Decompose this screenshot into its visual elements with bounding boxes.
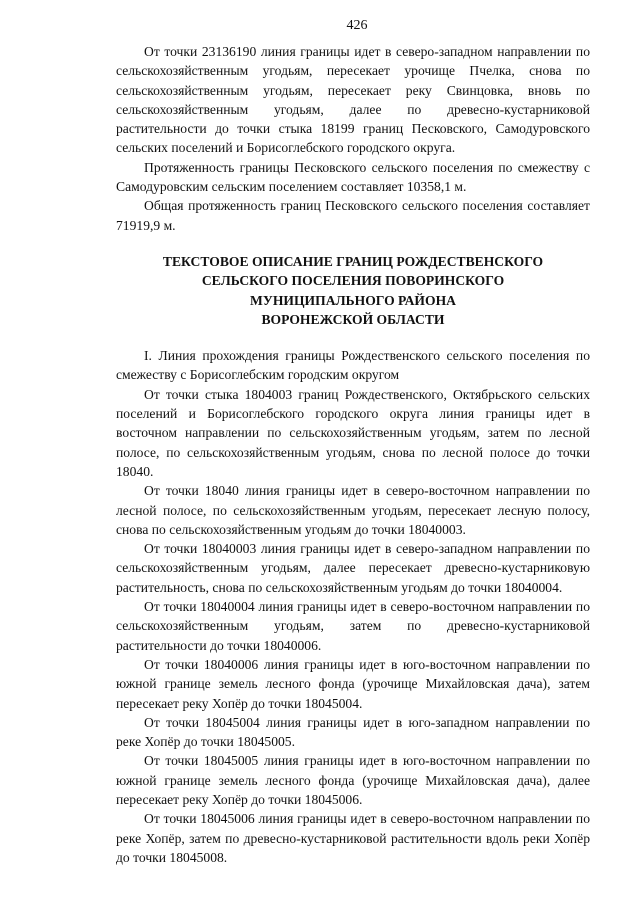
paragraph: От точки 18040003 линия границы идет в северо-западном направлении по сельскохозяйственным угодьям, далее пересекает древесно-кустарниковую растительность, снова по сельскохозяйственным угодьям до точки 18040004. <box>116 541 590 595</box>
heading-line: ВОРОНЕЖСКОЙ ОБЛАСТИ <box>261 311 445 327</box>
heading-line: ТЕКСТОВОЕ ОПИСАНИЕ ГРАНИЦ РОЖДЕСТВЕНСКОГО <box>162 253 544 269</box>
heading-line: МУНИЦИПАЛЬНОГО РАЙОНА <box>250 292 456 308</box>
paragraph: Протяженность границы Песковского сельского поселения по смежеству с Самодуровским сельским поселением составляет 10358,1 м. <box>116 159 590 195</box>
paragraph: От точки 18040006 линия границы идет в юго-восточном направлении по южной границе земель лесного фонда (урочище Михайловская дача), затем пересекает реку Хопёр до точки 18045004. <box>116 656 590 711</box>
section-previous-text <box>116 42 590 235</box>
paragraph: От точки 18045004 линия границы идет в юго-западном направлении по реке Хопёр до точки 18045005. <box>116 714 590 750</box>
page-number: 426 <box>346 18 368 33</box>
paragraph: От точки 23136190 линия границы идет в северо-западном направлении по сельскохозяйственным угодьям, пересекает урочище Пчелка, снова по сельскохозяйственным угодьям, пересекает реку Свинцовка, вновь по сельскохозяйственным угодьям, далее по древесно-кустарниковой растительности до точки стыка 18199 границ Песковского, Самодуровского сельских поселений и Борисоглебского городского округа. <box>116 44 590 156</box>
section-heading <box>116 252 590 329</box>
paragraph: От точки 18045006 линия границы идет в северо-восточном направлении по реке Хопёр, затем по древесно-кустарниковой растительности вдоль реки Хопёр до точки 18045008. <box>116 811 590 865</box>
paragraph: От точки 18045005 линия границы идет в юго-восточном направлении по южной границе земель лесного фонда (урочище Михайловская дача), далее пересекает реку Хопёр до точки 18045006. <box>116 753 590 807</box>
paragraph: От точки 18040004 линия границы идет в северо-восточном направлении по сельскохозяйственным угодьям, затем по древесно-кустарниковой растительности до точки 18040006. <box>116 599 590 653</box>
paragraph: Общая протяженность границ Песковского сельского поселения составляет 71919,9 м. <box>116 198 590 233</box>
paragraph: От точки стыка 1804003 границ Рождественского, Октябрьского сельских поселений и Борисоглебского городского округа линия границы идет в восточном направлении по сельскохозяйственным угодьям, затем по лесной полосе, по сельскохозяйственным угодьям, снова по лесной полосе до точки 18040. <box>116 386 590 479</box>
section-body-text <box>116 346 590 867</box>
document-page <box>116 16 590 867</box>
heading-line: СЕЛЬСКОГО ПОСЕЛЕНИЯ ПОВОРИНСКОГО <box>201 273 505 289</box>
paragraph: От точки 18040 линия границы идет в северо-восточном направлении по лесной полосе, по сельскохозяйственным угодьям, пересекает лесную полосу, снова по сельскохозяйственным угодьям до точки 18040003. <box>116 483 590 537</box>
subsection-title: I. Линия прохождения границы Рождественского сельского поселения по смежеству с Борисоглебским городским округом <box>116 348 590 383</box>
